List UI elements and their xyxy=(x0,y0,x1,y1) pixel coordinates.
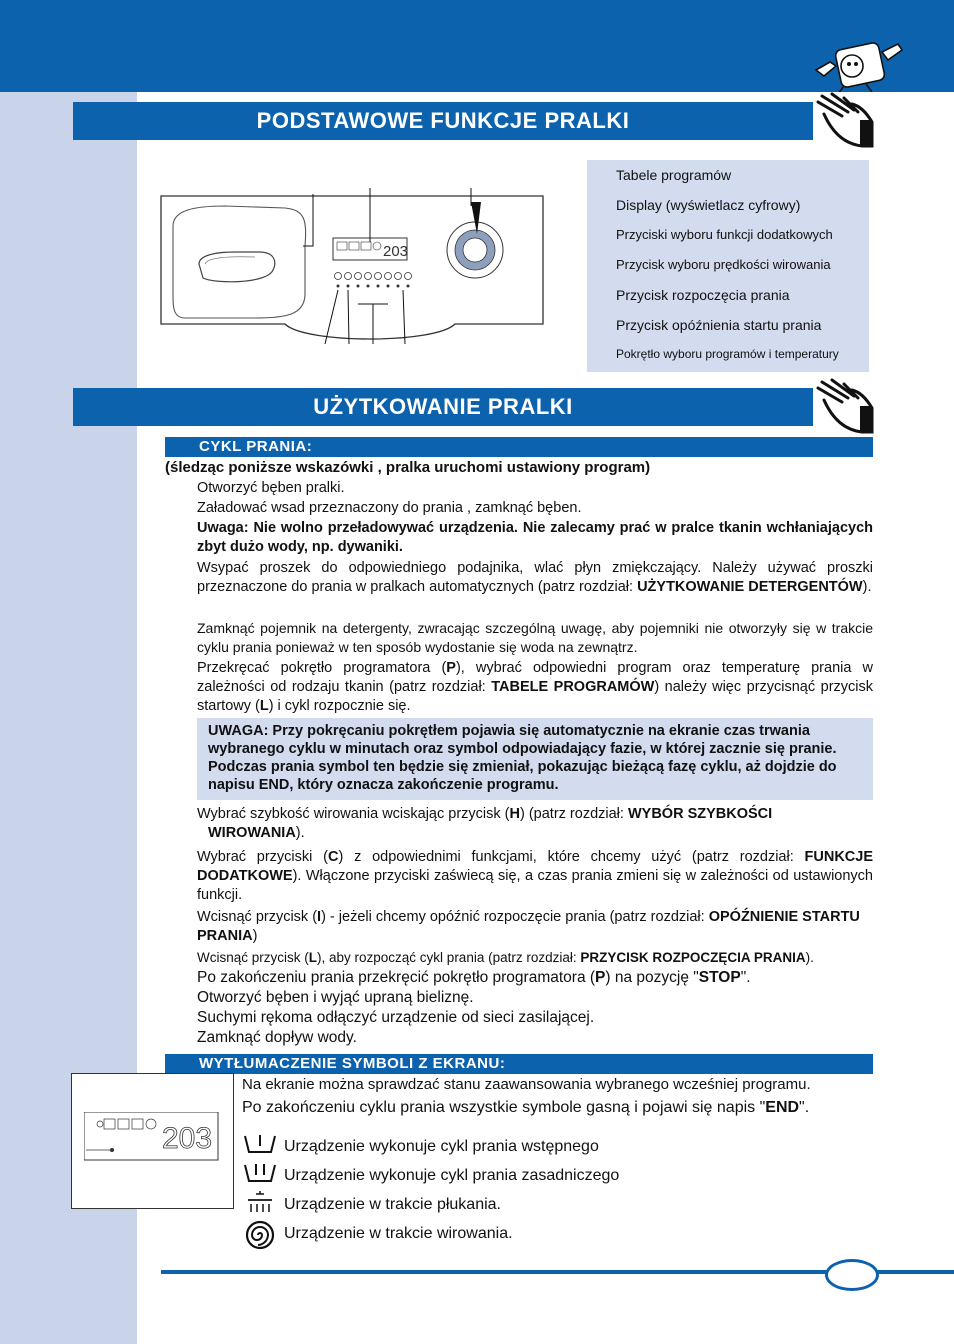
program-note: UWAGA: Przy pokręcaniu pokrętłem pojawia się automatycznie na ekranie czas trwania wybranego cyklu w minutach oraz symbol odpowiadający fazie, w której zacznie się pranie. Podczas prania symbol ten będzie się zmieniał, pokazując bieżącą fazę cyklu, aż dojdzie do napisu END, który oznacza zakończenie programu. xyxy=(197,718,873,800)
legend-item: Przycisk opóźnienia startu prania xyxy=(616,317,822,333)
cycle-step: Suchymi rękoma odłączyć urządzenie od sieci zasilającej. xyxy=(197,1009,595,1026)
symbols-intro: Na ekranie można sprawdzać stanu zaawansowania wybranego wcześniej programu. xyxy=(242,1076,811,1093)
cycle-step: Wcisnąć przycisk (I) - jeżeli chcemy opóźnić rozpoczęcie prania (patrz rozdział: OPÓŹNIENIE STARTU PRANIA) xyxy=(197,909,860,944)
prewash-icon xyxy=(243,1132,277,1156)
section-title-basic-functions: PODSTAWOWE FUNKCJE PRALKI xyxy=(73,102,813,140)
cycle-step: Wybrać szybkość wirowania wciskając przycisk (H) (patrz rozdział: WYBÓR SZYBKOŚCI WIROWANIA). xyxy=(197,806,773,841)
cycle-step: Wybrać przyciski (C) z odpowiednimi funkcjami, które chcemy użyć (patrz rozdział: FUNKCJE DODATKOWE). Włączone przyciski zaświecą się, a czas prania zmieni się w zależności od ustawionych funkcji. xyxy=(197,849,873,903)
cycle-step: Przekręcać pokrętło programatora (P), wybrać odpowiedni program oraz temperaturę prania w zależności od rodzaju tkanin (patrz rozdział: TABELE PROGRAMÓW) należy więc przycisnąć przycisk startowy (L) i cykl rozpocznie się. xyxy=(197,660,873,714)
symbol-label: Urządzenie wykonuje cykl prania zasadniczego xyxy=(284,1167,620,1184)
cycle-step: Wsypać proszek do odpowiedniego podajnika, wlać płyn zmiękczający. Należy używać proszki przeznaczone do prania w pralkach automatycznych (patrz rozdział: UŻYTKOWANIE DETERGENTÓW). xyxy=(197,560,873,595)
mainwash-icon xyxy=(243,1161,277,1185)
legend-item: Przycisk wyboru prędkości wirowania xyxy=(616,257,831,272)
symbols-intro-end: Po zakończeniu cyklu prania wszystkie symbole gasną i pojawi się napis "END". xyxy=(242,1099,810,1116)
subsection-title-symbols: WYTŁUMACZENIE SYMBOLI Z EKRANU: xyxy=(165,1054,873,1074)
section-title-usage: UŻYTKOWANIE PRALKI xyxy=(73,388,813,426)
subsection-title-cycle: CYKL PRANIA: xyxy=(165,437,873,457)
display-digits: 203 xyxy=(162,1122,213,1155)
hand-icon xyxy=(814,378,874,434)
control-panel-diagram xyxy=(155,186,550,346)
hand-icon xyxy=(814,92,874,148)
display-illustration xyxy=(71,1073,234,1209)
legend-item: Przycisk rozpoczęcia prania xyxy=(616,287,790,303)
washing-machine-mascot-icon xyxy=(808,40,904,96)
cycle-step: Po zakończeniu prania przekręcić pokrętło programatora (P) na pozycję "STOP". xyxy=(197,969,751,986)
cycle-step: Załadować wsad przeznaczony do prania , zamknąć bęben. xyxy=(197,500,582,516)
cycle-intro: (śledząc poniższe wskazówki , pralka uruchomi ustawiony program) xyxy=(165,459,651,476)
symbol-label: Urządzenie w trakcie płukania. xyxy=(284,1196,501,1213)
symbol-label: Urządzenie wykonuje cykl prania wstępnego xyxy=(284,1138,599,1155)
cycle-step: Zamknąć pojemnik na detergenty, zwracając szczególną uwagę, aby pojemniki nie otworzyły się w trakcie cyklu prania ponieważ w ten sposób wydostanie się woda na zewnątrz. xyxy=(197,620,873,655)
page-number-oval xyxy=(825,1259,879,1291)
display-screen xyxy=(84,1112,220,1162)
panel-display-digits: 203 xyxy=(383,243,409,260)
legend-item: Pokrętło wyboru programów i temperatury xyxy=(616,347,839,361)
cycle-step: Otworzyć bęben pralki. xyxy=(197,480,345,496)
cycle-step: Zamknąć dopływ wody. xyxy=(197,1029,357,1046)
overload-warning: Uwaga: Nie wolno przeładowywać urządzenia. Nie zalecamy prać w pralce tkanin wchłaniających zbyt dużo wody, np. dywaniki. xyxy=(197,520,873,555)
cycle-step: Wcisnąć przycisk (L), aby rozpocząć cykl prania (patrz rozdział: PRZYCISK ROZPOCZĘCIA PRANIA). xyxy=(197,950,814,965)
legend-item: Tabele programów xyxy=(616,167,732,183)
cycle-step: Otworzyć bęben i wyjąć upraną bieliznę. xyxy=(197,989,474,1006)
spin-icon xyxy=(243,1220,277,1250)
symbol-label: Urządzenie w trakcie wirowania. xyxy=(284,1225,513,1242)
rinse-icon xyxy=(243,1190,277,1214)
legend-item: Przyciski wyboru funkcji dodatkowych xyxy=(616,227,833,242)
panel-legend xyxy=(587,160,869,372)
legend-item: Display (wyświetlacz cyfrowy) xyxy=(616,197,801,213)
